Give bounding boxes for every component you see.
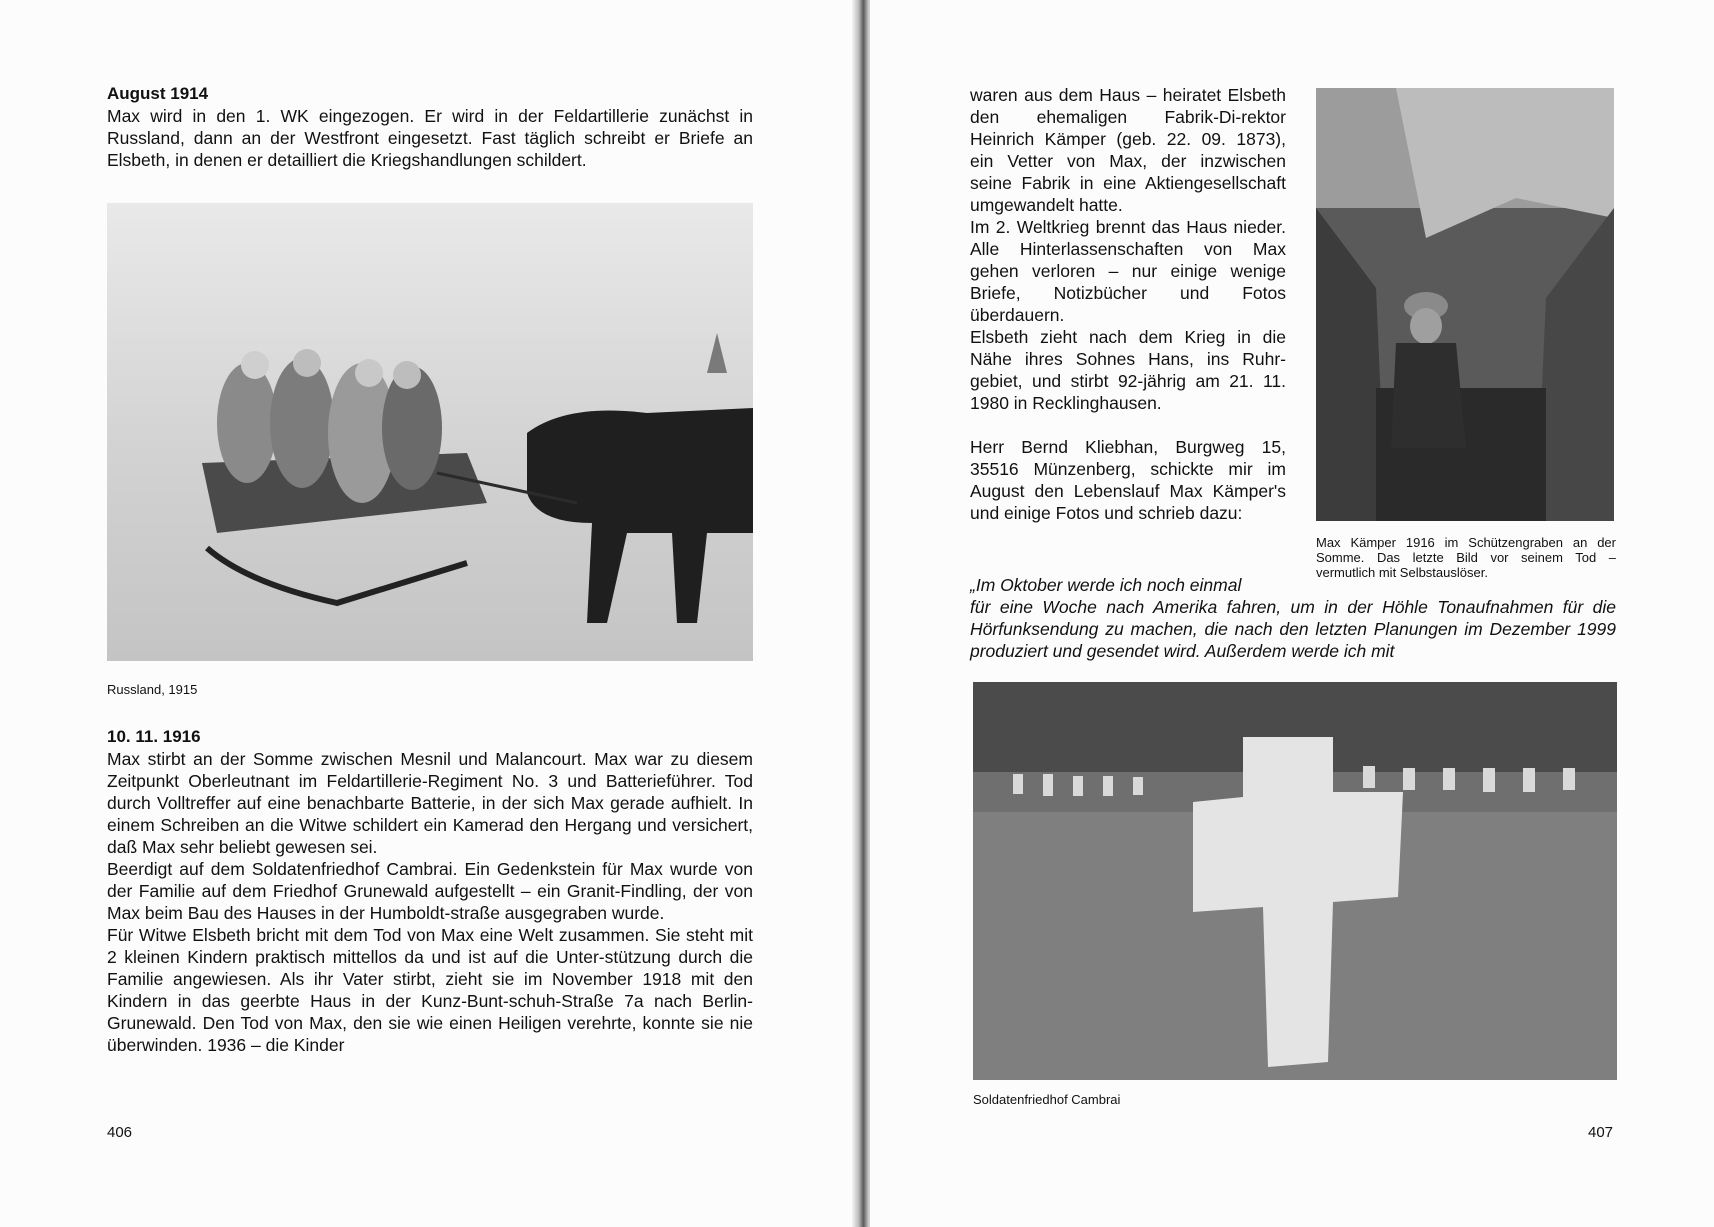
right-page xyxy=(870,0,1714,1227)
section-heading-august-1914: August 1914 xyxy=(107,84,209,103)
right-column-text xyxy=(970,84,1286,524)
page-number-left: 406 xyxy=(107,1124,133,1141)
quote-first-line: „Im Oktober werde ich noch einmal xyxy=(970,575,1242,595)
paragraph: Max stirbt an der Somme zwischen Mesnil und Malancourt. Max war zu diesem Zeitpunkt Oberleutnant im Feldartillerie-Regiment No. 3 und Batterieführer. Tod durch Volltreffer auf eine benachbarte Batterie, in der sich Max gerade aufhielt. In einem Schreiben an die Witwe schildert ein Kamerad den Hergang und versichert, daß Max sehr beliebt gewesen sei. xyxy=(107,749,753,857)
section-text-death xyxy=(107,748,753,1056)
paragraph: Elsbeth zieht nach dem Krieg in die Nähe ihres Sohnes Hans, ins Ruhr-gebiet, und stirbt 92-jährig am 21. 11. 1980 in Recklinghausen. xyxy=(970,327,1286,413)
sleigh-photo xyxy=(107,203,753,661)
trench-photo-caption: Max Kämper 1916 im Schützengraben an der Somme. Das letzte Bild vor seinem Tod – vermutlich mit Selbstauslöser. xyxy=(1316,535,1616,580)
section-text-august-1914: Max wird in den 1. WK eingezogen. Er wird in der Feldartillerie zunächst in Russland, dann an der Westfront eingesetzt. Fast täglich schreibt er Briefe an Elsbeth, in denen er detailliert die Kriegshandlungen schildert. xyxy=(107,106,753,170)
page-number-right: 407 xyxy=(1588,1124,1614,1141)
cemetery-photo xyxy=(973,682,1617,1080)
trench-photo xyxy=(1316,88,1614,521)
cemetery-photo-caption: Soldatenfriedhof Cambrai xyxy=(973,1092,1121,1107)
paragraph: Herr Bernd Kliebhan, Burgweg 15, 35516 Münzenberg, schickte mir im August den Lebenslauf Max Kämper's und einige Fotos und schrieb dazu: xyxy=(970,437,1286,523)
quote-text: für eine Woche nach Amerika fahren, um in der Höhle Tonaufnahmen für die Hörfunksendung zu machen, die nach den letzten Planungen im Dezember 1999 produziert und gesendet wird. Außerdem werde ich mit xyxy=(970,597,1616,661)
paragraph: Für Witwe Elsbeth bricht mit dem Tod von Max eine Welt zusammen. Sie steht mit 2 kleinen Kindern praktisch mittellos da und ist auf die Unter-stützung durch die Familie angewiesen. Als ihr Vater stirbt, zieht sie im November 1918 mit den Kindern in das geerbte Haus in der Kunz-Bunt-schuh-Straße 7a nach Berlin-Grunewald. Den Tod von Max, den sie wie einen Heiligen verehrte, konnte sie nie überwinden. 1936 – die Kinder xyxy=(107,925,753,1055)
paragraph: Im 2. Weltkrieg brennt das Haus nieder. Alle Hinterlassenschaften von Max gehen verloren – nur einige wenige Briefe, Notizbücher und Fotos überdauern. xyxy=(970,217,1286,325)
sleigh-photo-caption: Russland, 1915 xyxy=(107,682,198,697)
paragraph: waren aus dem Haus – heiratet Elsbeth den ehemaligen Fabrik-Di-rektor Heinrich Kämper (geb. 22. 09. 1873), ein Vetter von Max, der inzwischen seine Fabrik in eine Aktiengesellschaft umgewandelt hatte. xyxy=(970,85,1286,215)
paragraph: Beerdigt auf dem Soldatenfriedhof Cambrai. Ein Gedenkstein für Max wurde von der Familie auf dem Friedhof Grunewald aufgestellt – ein Granit-Findling, der von Max beim Bau des Hauses in der Humboldt-straße ausgegraben wurde. xyxy=(107,859,753,923)
section-heading-death-date: 10. 11. 1916 xyxy=(107,727,201,746)
